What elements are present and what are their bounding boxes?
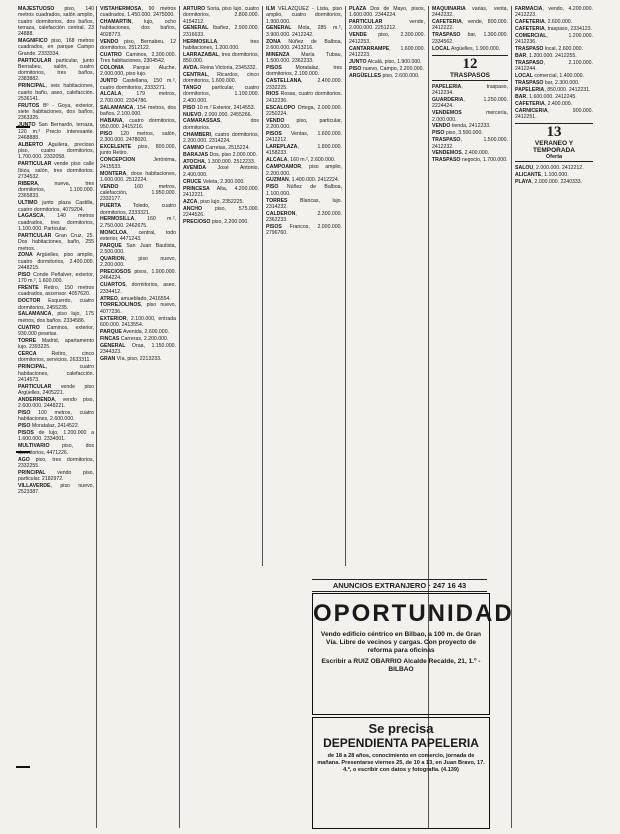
classified-ad: PRECIOSOS pisos, 1.900.000. 2464224. [100, 269, 176, 282]
classified-ad: CAFETERIA, traspaso, 2334123. [515, 26, 592, 33]
section-label: VERANEO Y TEMPORADA [533, 140, 575, 155]
classified-ad: PISOS Ventas, 1.600.000. 2412212. [266, 130, 342, 144]
classified-ad: LOCAL comercial, 1.400.000. [515, 73, 584, 80]
classified-ad: EXCELENTE piso, 800.000, junto Retiro. [100, 144, 176, 157]
classified-ad: RIBERA, nueva, tres dormitorios, 1.100.000. 2365833. [18, 180, 94, 200]
classified-ad: FINCAS Carreras, 2.200.000. [100, 335, 169, 342]
classified-ad: PRINCESA Alta, 4.200.000. 2412221. [183, 185, 259, 198]
classified-ad: TRASPASO local, 2.600.000. [515, 46, 583, 53]
classified-ad: TORRE Madrid, apartamento lujo. 2393225. [18, 337, 94, 351]
classified-ad: ATREO, amueblado, 2416554. [100, 295, 171, 302]
classified-ad: FRUTOS Bº - Goya, exterior, siete habitaciones, dos baños, 2363325. [18, 102, 94, 122]
classified-ad: VENDO piso, particular, 2.200.000. [266, 117, 342, 131]
foreign-ads-header: ANUNCIOS EXTRANJERO · 247 16 43 [312, 579, 487, 592]
classified-ad: VENDEMOS mercería, 2.000.000. [432, 110, 508, 123]
ad-body: de 18 a 28 años, conocimiento en comercio, jornada de mañana. Presentarse viernes 25, de 10 a 13, en Juan Bravo, 17. 4.º, o escribir con datos y fotografía. (4.139) [317, 753, 485, 773]
classified-ad: EXTERIOR, 2.100.000, entrada 600.000. 2413554. [100, 315, 176, 328]
classified-ad: ARGÜELLES piso, 2.600.000. [349, 72, 420, 79]
classified-ad: CUATRO Caminos, exterior, 930.000 pesetas. [18, 324, 94, 337]
classified-ad: ALICANTE, 1.100.000. [515, 172, 569, 179]
classified-ad: BAR, 1.200.000. 2412255. [515, 53, 577, 60]
classified-ad: GUZMAN, 1.400.000. 2412224. [266, 177, 340, 184]
classified-ad: AZCA, piso lujo, 2352225. [183, 198, 244, 205]
classified-ad: PARQUE San Juan Bautista, 2.500.000. [100, 242, 176, 256]
classified-ad: ALCALA, 160 m.², 2.600.000. [266, 157, 336, 164]
classified-ad: PISO nuevo, Campo, 2.200.000. [349, 65, 424, 72]
classified-ad: QUARION, piso nuevo, 2.200.000. [100, 255, 176, 269]
classified-ad: CERCA Retiro, cinco dormitorios, servicios. 2633311. [18, 351, 94, 364]
classified-ad: PRECIOSO piso, 2.200.000. [183, 218, 249, 225]
classified-ad: HABANA, cuatro dormitorios, 950.000. 2415216. [100, 117, 176, 131]
classified-ad: FARMACIA, vendo, 4.200.000. 2412223. [515, 6, 593, 19]
classified-ad: PRINCIPAL, seis habitaciones, cuarto baño, aseo, calefacción. 2536141. [18, 83, 94, 102]
section-sublabel: Oferta [545, 154, 563, 161]
classified-ad: GENERAL Oraa, 1.150.000. 2344323. [100, 342, 176, 355]
classified-ad: COMERCIAL, 1.200.000. 2412236. [515, 32, 593, 46]
classified-ad: PISO 100 metros, cuatro habitaciones, 2.600.000. [18, 410, 94, 423]
classified-ad: MAGNIFICO piso, 168 metros cuadrados, en parque Campo Grande. 2333334. [18, 38, 94, 57]
section-label: TRASPASOS [450, 71, 490, 79]
classified-ad: CAFETERIA, 2.600.000. [515, 19, 573, 26]
classified-ad: RIOS Rosas, cuatro dormitorios. 2412236. [266, 91, 342, 104]
classified-ad: VENDO piso, Bernabeu, 12 dormitorios. 2512122. [100, 38, 176, 51]
classified-ad: PISO Conde Peñalver, exterior, 170 m.², 1.600.000. [18, 271, 94, 285]
ad-headline: OPORTUNIDAD [313, 600, 514, 627]
classified-ad: CHAMBERI, cuatro dormitorios, 2.200.000. 2314224. [183, 131, 259, 144]
classified-ad: CAMINO Carretas, 2515224. [183, 144, 250, 151]
classified-ad: TRASPASO bar, 2.300.000. [515, 80, 580, 87]
classified-ad: TRASPASO negocio, 1.700.000. [432, 157, 508, 164]
classified-ad: PISOS de lujo, 1.200.000 a 1.600.000. 2334001. [18, 430, 94, 443]
classified-ad: ILM VELAZQUEZ - Lista, piso amplio, cuatro dormitorios, 1.900.000. [266, 6, 342, 25]
classified-column-4 [266, 6, 342, 566]
classified-ad: AVDA. Reina Victoria, 2345332. [183, 65, 257, 72]
classified-ad: HERMOSILLA, tres habitaciones, 1.200.000. [183, 38, 259, 51]
classified-ad: HERMOSILLA, 160 m.², 2.750.000. 2462675. [100, 216, 176, 229]
classified-column-5 [349, 6, 425, 566]
classified-ad: PAPELERIA, 850.000. 2412231. [515, 86, 591, 93]
classified-ad: MONTERA, doce habitaciones, 1.600.000. 2512224. [100, 170, 176, 183]
classified-ad: CHAMARTIN, lujo, ocho habitaciones, dos baños, 4028773. [100, 19, 176, 38]
classified-ad: PUERTA Toledo, cuatro dormitorios, 2333321. [100, 203, 176, 216]
classified-ad: LAREPLAZA, 1.800.000. 4158233. [266, 144, 342, 157]
classified-ad: PISO Moratalaz, 2414522. [18, 423, 80, 430]
classified-ad: PLAYA, 2.000.000. 2240333. [515, 179, 583, 186]
classified-ad: GENERAL Mola, 285 m.², 3.900.000. 2412242. [266, 25, 342, 38]
classified-ad: JUNTO Castellana, 150 m.², cuatro dormitorios, 2333271. [100, 78, 176, 91]
classified-ad: ARTURO Soria, piso lujo, cuatro dormitorios, 2.800.000. 4154212. [183, 6, 259, 25]
ad-headline: Se precisa [368, 721, 434, 736]
classified-ad: PISOS Moratalaz, tres dormitorios, 2.100.000. [266, 65, 342, 78]
classified-ad: CENTRAL, Ricardos, cinco dormitorios, 1.600.000. [183, 71, 259, 85]
classified-ad: MAQUINARIA varias, venta, 2442232. [432, 6, 508, 19]
classified-ad: SALAMANCA, piso lujo, 175 metros, dos baños. 2334586. [18, 311, 94, 324]
classified-ad: VENDEMOS, 2.400.000. [432, 150, 490, 157]
classified-ad: ULTIMO junto plaza Castilla, cuatro dormitorios, 4079204. [18, 200, 94, 213]
classified-ad: GENERAL Ibañez, 2.900.000. 2316633. [183, 25, 259, 38]
classified-ad: TRASPASO, 1.500.000. 2412232. [432, 137, 508, 150]
classified-ad: CALDERON, 2.300.000. 2362233. [266, 210, 342, 223]
classified-ad: ZONA Argüelles, piso amplio, cuatro dormitorios, 2.400.000. 2448215. [18, 252, 94, 271]
section-header-traspasos [432, 55, 508, 81]
opportunity-ad [312, 593, 514, 715]
classified-ad: AGO piso, tres dormitorios, 2332255. [18, 456, 94, 469]
classified-ad: CARNICERIA, 900.000. 2412251. [515, 107, 593, 120]
classified-ad: ATOCHA, 1.300.000. 2512233. [183, 158, 256, 165]
classified-ad: PRINCIPAL vendo piso, particular. 2182972. [18, 469, 94, 482]
classified-ad: VENDO tienda, 2412233. [432, 123, 491, 130]
classified-ad: AVENIDA José Antonio, 2.400.000. [183, 165, 259, 178]
classified-ad: MONCLOA, central, todo exterior, 4471243. [100, 229, 176, 242]
classified-ad: CAMPOAMOR, piso amplio, 2.200.000. [266, 164, 342, 177]
classified-column-2 [100, 6, 176, 828]
classified-ad: PLAZA Dos de Mayo, pisos, 1.600.000. 2344224. [349, 6, 425, 19]
classified-ad: PARTICULAR vende, 2.000.000. 2251212. [349, 19, 425, 32]
classified-ad: ALCALA, 179 metros, 2.700.000. 2334786. [100, 91, 176, 104]
ad-body: Vendo edificio céntrico en Bilbao, a 100 m. de Gran Vía. Libre de vecinos y cargas. Con proyecto de reforma para oficinas [320, 631, 482, 654]
classified-ad: PISO piso, 3.500.000. [432, 130, 483, 137]
classified-ad: MULTIVARIO piso, dos dormitorios, 4471226. [18, 443, 94, 456]
classified-ad: CAMARASSAS, dos dormitorios. [183, 118, 259, 131]
newspaper-page [14, 6, 610, 828]
classified-ad: LAGASCA, 140 metros cuadrados, tres dormitorios, 1.100.000. Particular. [18, 213, 94, 233]
classified-ad: CAFETERIA, 2.400.000. [515, 100, 573, 107]
classified-ad: CANTARRAMPE, 1.600.000. 2412223. [349, 45, 425, 58]
section-number: 13 [546, 124, 562, 141]
section-number: 12 [462, 55, 478, 72]
classified-column-3 [183, 6, 259, 566]
classified-ad: PISO Núñez de Balboa, 1.100.000. [266, 184, 342, 197]
classified-ad: ALBERTO Aguilera, precioso piso, cuatro dormitorios, 1.700.000. 2332058. [18, 141, 94, 161]
column-rule [96, 6, 97, 828]
classified-ad: TANGO particular, cuatro dormitorios, 1.100.000. 2.400.000. [183, 85, 259, 104]
classified-ad: PARTICULAR vende piso Argüelles, 2405221. [18, 383, 94, 396]
column-rule [262, 6, 263, 566]
classified-ad: GUARDERIA, 1.250.000. 2224424. [432, 97, 508, 110]
classified-ad: JUNTO San Bernardo, terraza, 120 m.² Precio interesante. 2468888. [18, 122, 94, 141]
classified-ad: ESCALOPO Ortega, 2.000.000. 2250224. [266, 104, 342, 117]
classified-ad: ANCHO piso, 575.000. 2244526. [183, 205, 259, 218]
ad-subheadline: DEPENDIENTA PAPELERIA [323, 736, 479, 750]
classified-ad: TORREJOLINOS, piso nuevo, 4077236. [100, 302, 176, 315]
classified-ad: CONCEPCION Jerónima, 2415533. [100, 157, 176, 170]
classified-ad: BAR, 1.600.000. 2412245. [515, 93, 577, 100]
classified-ad: COLONIA Parque Aluche, 2.000.000, piso lujo. [100, 65, 176, 78]
classified-ad: DOCTOR Esquerdo, cuatro dormitorios, 2455235. [18, 298, 94, 311]
classified-ad: VISTAHERMOSA, 90 metros cuadrados, 1.450.000. 2475000. [100, 6, 176, 19]
classified-ad: VENDO 160 metros, calefacción, 1.950.000. 2332177. [100, 183, 176, 203]
classified-ad: CASTELLANA, 2.400.000. 2332225. [266, 78, 342, 91]
column-rule [345, 6, 346, 566]
classified-ad: MINENZA María Tubau, 1.500.000. 2362233. [266, 51, 342, 65]
classified-ad: CUARTOS, dormitorios, aseo. 2334412. [100, 282, 176, 295]
classified-column-1 [18, 6, 94, 828]
classified-ad: SALAMANCA, 154 metros, dos baños, 2.100.000. [100, 104, 176, 117]
classified-ad: PISOS Francos, 2.000.000. 2796760. [266, 223, 342, 237]
classified-ad: ANDERRENDA, vendo piso, 2.600.000. 2448221. [18, 396, 94, 410]
classified-ad: GRAN Vía, piso, 2213233. [100, 355, 162, 362]
classified-ad: PARTICULAR vende piso calle Ibiza, salón, tres dormitorios. 2734532. [18, 161, 94, 180]
classified-ad: TRASPASO bar, 1.300.000. 2334562. [432, 32, 508, 45]
classified-ad: VILLAVERDE, piso nuevo, 2523387. [18, 482, 94, 496]
classified-ad: BARAJAS Dos, piso 2.000.000. [183, 151, 258, 158]
classified-ad: PISO 10 m.² Exterior, 2414553. [183, 104, 256, 111]
classified-ad: CRUCE Veleta, 2.300.000. [183, 178, 245, 185]
classified-ad: CAFETERIA, vende, 800.000. 2412222. [432, 19, 508, 32]
job-ad [312, 717, 490, 829]
ad-contact: Escribir a RUIZ OBARRIO Alcalde Recalde, 21, 1.º - BILBAO [321, 658, 481, 673]
classified-ad: JUNTO Alcalá, piso, 1.900.000. [349, 58, 422, 65]
classified-ad: PRINCIPAL, cuatro habitaciones, calefacción. 2414573. [18, 364, 94, 383]
classified-ad: CUATRO Caminos, 2.300.000. Tres habitaciones, 2304542. [100, 51, 176, 65]
classified-ad: LOCAL Argüelles, 1.900.000. [432, 45, 501, 52]
classified-ad: PAPELERIA, traspaso, 2412234. [432, 83, 508, 97]
classified-ad: FRENTE Retiro, 150 metros cuadrados, ascensor. 4057620. [18, 285, 94, 298]
classified-ad: LARRAZABAL, tres dormitorios, 850.000. [183, 51, 259, 65]
classified-ad: PARTICULAR Gran Cruz, 25. Dos habitaciones, baño, 255 metros. [18, 232, 94, 252]
classified-ad: TORRES Blancas, lujo. 2314232. [266, 197, 342, 210]
column-rule [179, 6, 180, 828]
classified-ad: PISO 120 metros, salón, 2.300.000. 2478020. [100, 130, 176, 144]
classified-column-7 [515, 6, 593, 828]
classified-ad: NUEVO, 2.000.000. 2455266. [183, 111, 252, 118]
section-header-veraneo [515, 123, 593, 162]
classified-ad: PARQUE Avenida, 2.600.000. [100, 328, 170, 335]
classified-ad: PARTICULAR particular, junto Bernabeu, salón, cuatro dormitorios, tres baños, 2383882. [18, 57, 94, 83]
classified-ad: VENDE piso, 2.300.000. 2412253. [349, 32, 425, 45]
classified-ad: ZONA Núñez de Balboa, 2.600.000. 2413216. [266, 38, 342, 51]
classified-ad: SALOU, 2.000.000. 2412212. [515, 165, 584, 172]
column-rule [511, 6, 512, 828]
classified-ad: MAJESTUOSO piso, 140 metros cuadrados, salón amplio, cuatro dormitorios, dos baños, terraza, calefacción central. 23 24888. [18, 6, 94, 38]
classified-ad: TRASPASO, 2.100.000. 2412244. [515, 59, 593, 73]
